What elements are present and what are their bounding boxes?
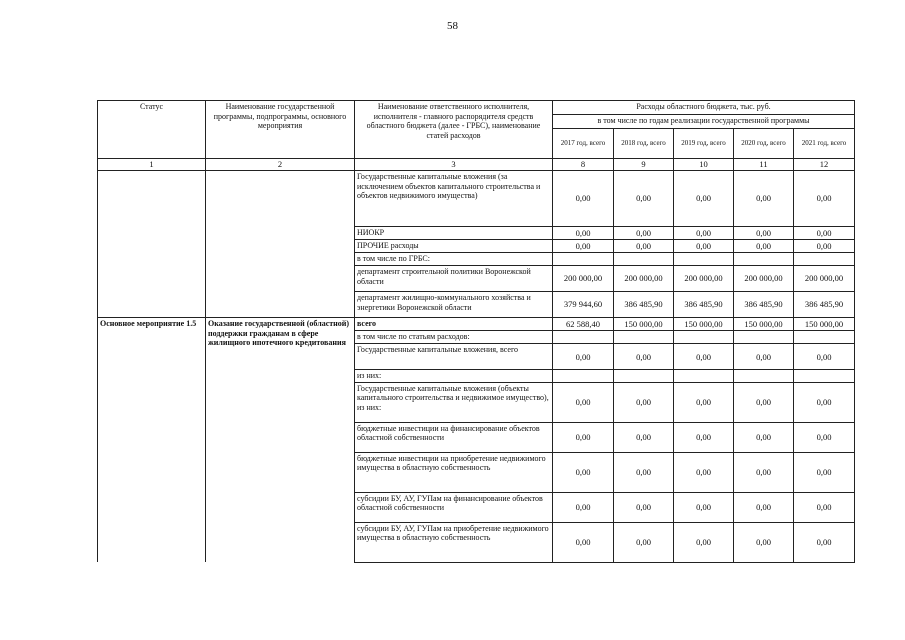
value-cell: 0,00 (794, 452, 855, 492)
value-cell: 0,00 (794, 522, 855, 562)
row-label: Государственные капитальные вложения (объекты капитального строительства и недвижимое имущество), из них: (355, 382, 553, 422)
value-cell: 0,00 (734, 492, 794, 522)
column-number: 8 (553, 159, 614, 171)
page-number: 58 (447, 20, 458, 32)
header-expenses: Расходы областного бюджета, тыс. руб. (553, 101, 855, 115)
column-number: 10 (674, 159, 734, 171)
value-cell: 0,00 (553, 492, 614, 522)
header-year-2018: 2018 год, всего (614, 129, 674, 159)
header-program-name: Наименование государственной программы, подпрограммы, основного мероприятия (206, 101, 355, 159)
value-cell: 0,00 (794, 382, 855, 422)
value-cell: 386 485,90 (674, 291, 734, 317)
value-cell: 0,00 (614, 382, 674, 422)
value-cell: 0,00 (674, 492, 734, 522)
value-cell: 0,00 (553, 522, 614, 562)
value-cell: 0,00 (674, 522, 734, 562)
value-cell: 0,00 (734, 227, 794, 240)
row-label: субсидии БУ, АУ, ГУПам на приобретение недвижимого имущества в областную собственность (355, 522, 553, 562)
value-cell: 0,00 (794, 227, 855, 240)
value-cell: 150 000,00 (674, 317, 734, 330)
value-cell (794, 370, 855, 383)
row-label: в том числе по статьям расходов: (355, 331, 553, 344)
value-cell: 0,00 (734, 382, 794, 422)
column-number: 3 (355, 159, 553, 171)
column-number: 12 (794, 159, 855, 171)
status-cell: Основное мероприятие 1.5 (98, 317, 206, 562)
row-label: бюджетные инвестиции на приобретение недвижимого имущества в областную собственность (355, 452, 553, 492)
measure-name-cell: Оказание государственной (областной) поддержки гражданам в сфере жилищного ипотечного кредитования (206, 317, 355, 562)
value-cell: 386 485,90 (794, 291, 855, 317)
value-cell: 0,00 (553, 452, 614, 492)
value-cell: 0,00 (614, 171, 674, 227)
value-cell (794, 331, 855, 344)
value-cell: 0,00 (614, 227, 674, 240)
value-cell: 200 000,00 (674, 265, 734, 291)
value-cell: 0,00 (614, 422, 674, 452)
value-cell: 0,00 (614, 522, 674, 562)
value-cell: 0,00 (794, 171, 855, 227)
value-cell (734, 370, 794, 383)
value-cell: 386 485,90 (734, 291, 794, 317)
value-cell: 0,00 (674, 240, 734, 253)
value-cell: 150 000,00 (734, 317, 794, 330)
value-cell: 0,00 (553, 344, 614, 370)
value-cell: 0,00 (614, 492, 674, 522)
value-cell: 0,00 (553, 422, 614, 452)
row-label: департамент строительной политики Воронежской области (355, 265, 553, 291)
value-cell (794, 253, 855, 266)
row-label: Государственные капитальные вложения, всего (355, 344, 553, 370)
value-cell (614, 331, 674, 344)
header-year-2021: 2021 год, всего (794, 129, 855, 159)
value-cell (614, 370, 674, 383)
value-cell (674, 370, 734, 383)
row-label: субсидии БУ, АУ, ГУПам на финансирование объектов областной собственности (355, 492, 553, 522)
column-number: 1 (98, 159, 206, 171)
table-row (98, 171, 855, 227)
row-label: всего (355, 317, 553, 330)
column-number: 9 (614, 159, 674, 171)
value-cell (553, 370, 614, 383)
value-cell: 200 000,00 (734, 265, 794, 291)
value-cell: 0,00 (553, 382, 614, 422)
value-cell (674, 253, 734, 266)
row-label: из них: (355, 370, 553, 383)
header-year-2019: 2019 год, всего (674, 129, 734, 159)
value-cell (553, 331, 614, 344)
budget-table (97, 100, 855, 563)
value-cell: 0,00 (734, 344, 794, 370)
row-label: НИОКР (355, 227, 553, 240)
value-cell (614, 253, 674, 266)
value-cell: 200 000,00 (614, 265, 674, 291)
name-cell-empty (206, 171, 355, 318)
value-cell: 0,00 (674, 171, 734, 227)
value-cell: 150 000,00 (794, 317, 855, 330)
value-cell: 0,00 (734, 452, 794, 492)
row-label: ПРОЧИЕ расходы (355, 240, 553, 253)
value-cell: 200 000,00 (553, 265, 614, 291)
value-cell: 0,00 (553, 171, 614, 227)
value-cell: 379 944,60 (553, 291, 614, 317)
row-label: в том числе по ГРБС: (355, 253, 553, 266)
value-cell: 0,00 (794, 344, 855, 370)
value-cell (734, 331, 794, 344)
row-label: Государственные капитальные вложения (за исключением объектов капитального строительства и объектов недвижимого имущества) (355, 171, 553, 227)
value-cell: 0,00 (734, 240, 794, 253)
value-cell: 0,00 (734, 522, 794, 562)
value-cell: 0,00 (734, 422, 794, 452)
column-number: 11 (734, 159, 794, 171)
table-row (98, 317, 855, 330)
value-cell (674, 331, 734, 344)
value-cell: 0,00 (674, 452, 734, 492)
value-cell: 0,00 (674, 227, 734, 240)
row-label: бюджетные инвестиции на финансирование объектов областной собственности (355, 422, 553, 452)
header-by-years: в том числе по годам реализации государственной программы (553, 115, 855, 129)
value-cell: 200 000,00 (794, 265, 855, 291)
value-cell: 0,00 (674, 382, 734, 422)
value-cell: 62 588,40 (553, 317, 614, 330)
value-cell: 0,00 (674, 422, 734, 452)
header-executor: Наименование ответственного исполнителя, исполнителя - главного распорядителя средств областного бюджета (далее - ГРБС), наименование статей расходов (355, 101, 553, 159)
value-cell: 0,00 (734, 171, 794, 227)
row-label: департамент жилищно-коммунального хозяйства и энергетики Воронежской области (355, 291, 553, 317)
value-cell: 0,00 (614, 452, 674, 492)
value-cell: 150 000,00 (614, 317, 674, 330)
value-cell: 386 485,90 (614, 291, 674, 317)
value-cell: 0,00 (553, 227, 614, 240)
value-cell: 0,00 (794, 492, 855, 522)
value-cell (734, 253, 794, 266)
value-cell: 0,00 (794, 422, 855, 452)
value-cell: 0,00 (553, 240, 614, 253)
header-status: Статус (98, 101, 206, 159)
value-cell: 0,00 (614, 344, 674, 370)
column-number: 2 (206, 159, 355, 171)
value-cell: 0,00 (614, 240, 674, 253)
value-cell: 0,00 (674, 344, 734, 370)
header-year-2017: 2017 год, всего (553, 129, 614, 159)
header-year-2020: 2020 год, всего (734, 129, 794, 159)
value-cell: 0,00 (794, 240, 855, 253)
status-cell-empty (98, 171, 206, 318)
value-cell (553, 253, 614, 266)
